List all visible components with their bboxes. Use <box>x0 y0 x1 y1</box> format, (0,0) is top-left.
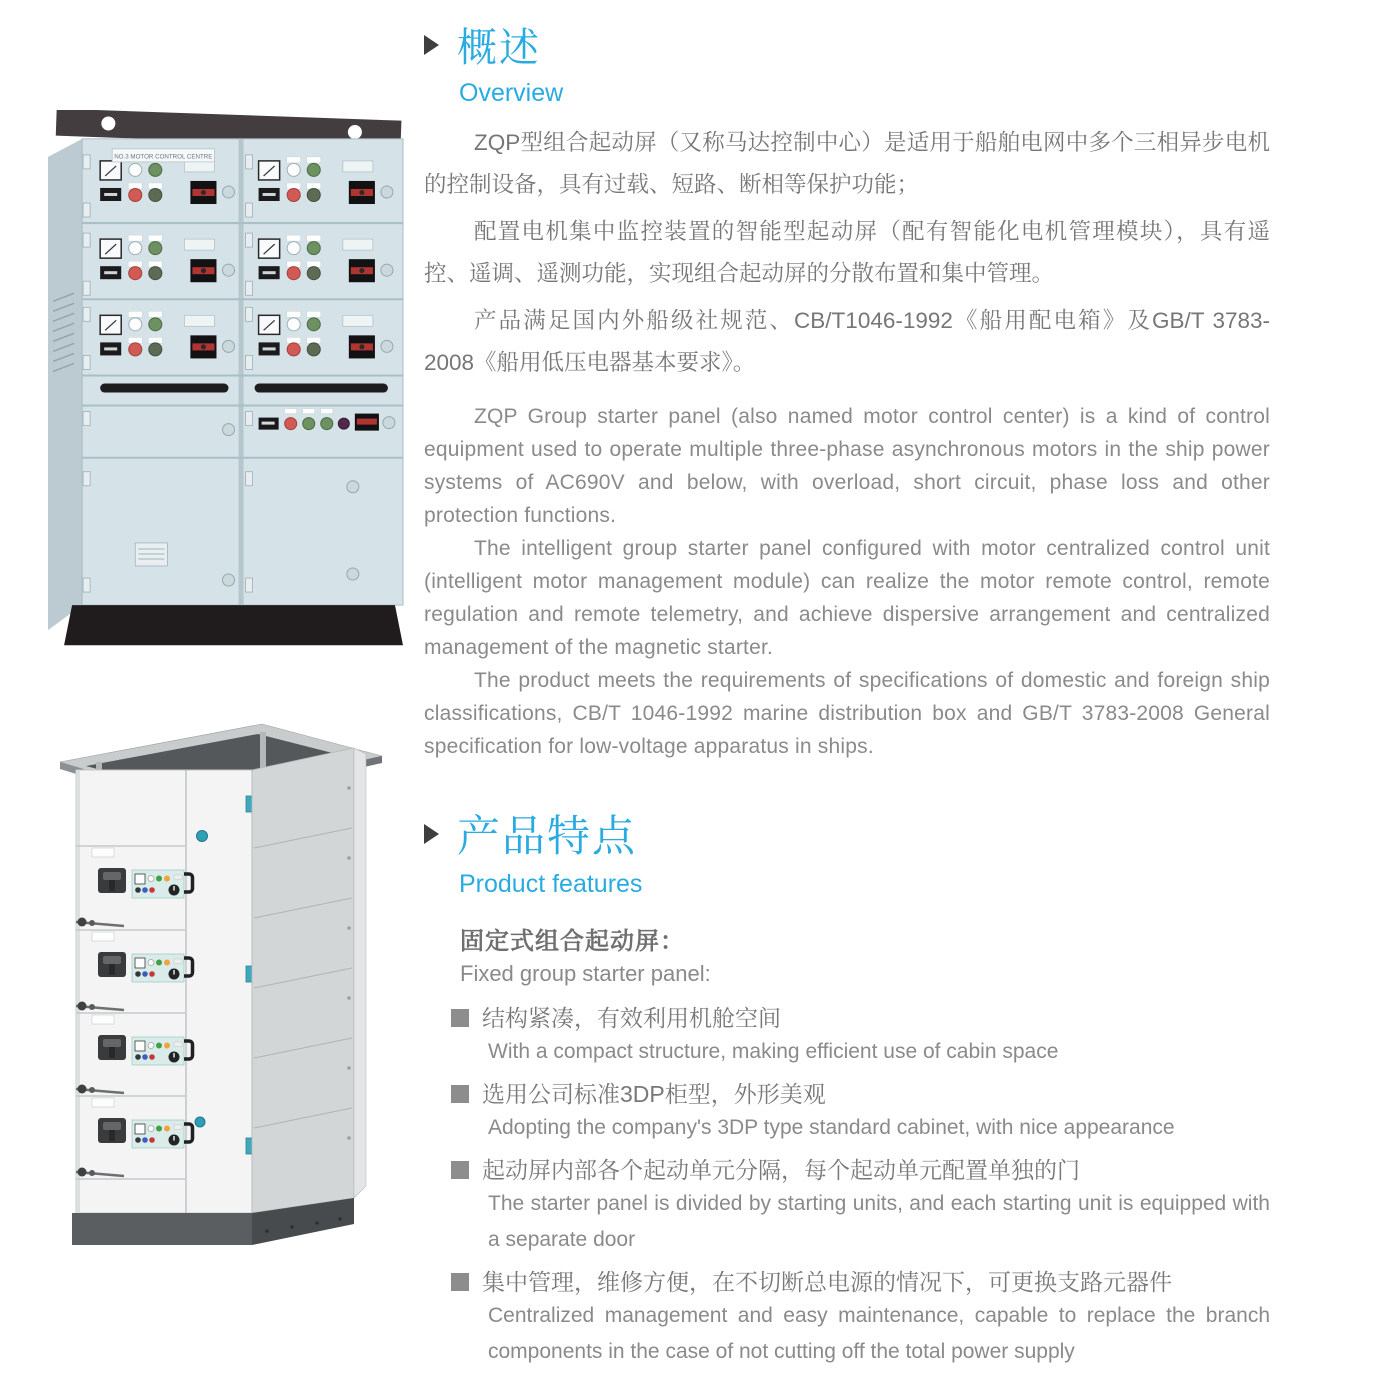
feature-text-en: Centralized management and easy maintenance, capable to replace the branch components in the case of not cutting off the total power supply <box>488 1304 1270 1363</box>
feature-item <box>424 1079 1270 1146</box>
bullet-square-icon <box>451 1273 469 1291</box>
features-heading-cn: 产品特点 <box>457 813 637 861</box>
features-section-header <box>424 803 1270 864</box>
cabinet-side-panel <box>252 748 354 1213</box>
feature-text-cn: 集中管理，维修方便，在不切断总电源的情况下，可更换支路元器件 <box>482 1269 1172 1295</box>
overview-paragraphs-cn <box>424 122 1270 384</box>
content-column <box>424 0 1270 1379</box>
feature-text-cn: 起动屏内部各个起动单元分隔，每个起动单元配置单独的门 <box>482 1157 1080 1183</box>
bullet-square-icon <box>451 1009 469 1027</box>
section-arrow-icon <box>424 824 439 844</box>
door-knob <box>195 1117 205 1127</box>
overview-paragraph-en: The product meets the requirements of specifications of domestic and foreign ship classifications, CB/T 1046-1992 marine distribution box and GB/T 3783-2008 General specification for low-voltage apparatus in ships. <box>424 669 1270 758</box>
section-arrow-icon <box>424 35 439 55</box>
overview-paragraph-cn: 配置电机集中监控装置的智能型起动屏（配有智能化电机管理模块），具有遥控、遥调、遥测功能，实现组合起动屏的分散布置和集中管理。 <box>424 219 1270 286</box>
feature-item <box>424 1003 1270 1070</box>
feature-text-cn: 结构紧凑，有效利用机舱空间 <box>482 1005 781 1031</box>
door-handle-bar <box>100 383 228 392</box>
overview-paragraphs-en <box>424 400 1270 763</box>
door-handle-bar <box>255 383 388 392</box>
overview-paragraph-cn: ZQP型组合起动屏（又称马达控制中心）是适用于船舶电网中多个三相异步电机的控制设备，具有过载、短路、断相等保护功能； <box>424 130 1270 197</box>
feature-text-en: With a compact structure, making efficient use of cabin space <box>488 1040 1059 1063</box>
feature-item <box>424 1155 1270 1258</box>
overview-paragraph-cn: 产品满足国内外船级社规范、CB/T1046-1992《船用配电箱》及GB/T 3783-2008《船用低压电器基本要求》。 <box>424 308 1270 375</box>
overview-heading-cn: 概述 <box>457 26 541 70</box>
feature-item <box>424 1267 1270 1370</box>
cabinet-base <box>64 605 403 645</box>
features-subheading-cn: 固定式组合起动屏： <box>460 928 685 955</box>
door-knob <box>197 831 208 842</box>
cabinet-label-text: NO.3 MOTOR CONTROL CENTRE <box>114 153 213 161</box>
overview-heading-en: Overview <box>459 79 564 107</box>
feature-list <box>424 1003 1270 1370</box>
group-starter-panel-photo <box>42 110 408 658</box>
overview-paragraph-en: ZQP Group starter panel (also named motor control center) is a kind of control equipment used to operate multiple three-phase asynchronous motors in the ship power systems of AC690V and below, with overload, short circuit, phase loss and other protection functions. <box>424 405 1270 527</box>
features-subheading-en: Fixed group starter panel: <box>460 961 711 986</box>
nameplate <box>135 543 167 566</box>
bullet-square-icon <box>451 1161 469 1179</box>
features-heading-en: Product features <box>459 870 643 898</box>
feature-text-cn: 选用公司标准3DP柜型，外形美观 <box>482 1081 826 1107</box>
feature-text-en: Adopting the company's 3DP type standard cabinet, with nice appearance <box>488 1116 1175 1139</box>
feature-text-en: The starter panel is divided by starting units, and each starting unit is equipped with a separate door <box>488 1192 1270 1251</box>
bullet-square-icon <box>451 1085 469 1103</box>
fixed-starter-panel-photo <box>52 718 392 1278</box>
overview-paragraph-en: The intelligent group starter panel configured with motor centralized control unit (intelligent motor management module) can realize the motor remote control, remote regulation and remote telemetry, and achieve dispersive arrangement and centralized management of the magnetic starter. <box>424 537 1270 659</box>
cabinet-side-panel <box>48 139 82 630</box>
overview-section-header <box>424 16 1270 73</box>
